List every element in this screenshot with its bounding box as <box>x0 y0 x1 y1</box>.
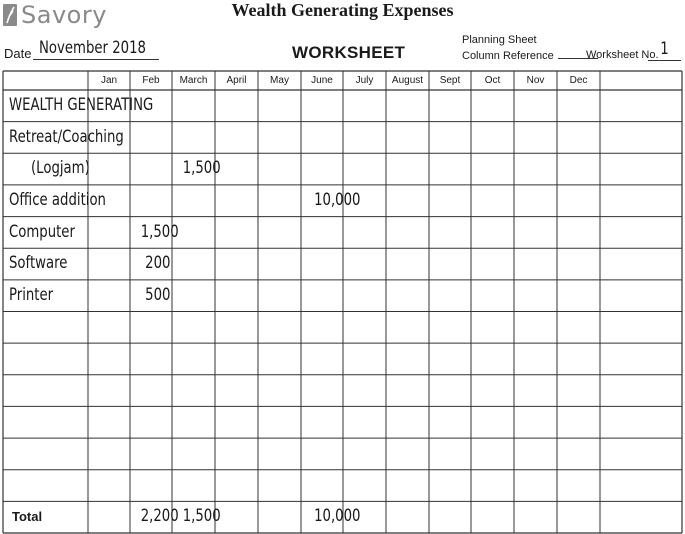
row-label-cell[interactable] <box>9 217 94 249</box>
month-header-nov: Nov <box>526 75 545 86</box>
table-cell[interactable] <box>130 248 170 280</box>
month-header-oct: Oct <box>484 75 501 86</box>
row-label-cell[interactable] <box>9 185 133 217</box>
row-label-cell[interactable] <box>9 122 156 154</box>
row-label-cell[interactable] <box>9 280 66 312</box>
row-label: (Logjam) <box>31 158 90 179</box>
month-header-sept: Sept <box>439 75 461 86</box>
total-value: 10,000 <box>314 506 361 527</box>
planning-sheet-label: Planning Sheet <box>462 34 537 46</box>
row-label-cell[interactable] <box>9 248 84 280</box>
month-header-dec: Dec <box>569 75 588 86</box>
month-header-april: April <box>226 75 247 86</box>
row-label: Retreat/Coaching <box>9 126 124 147</box>
total-cell[interactable] <box>130 501 179 533</box>
table-cell[interactable] <box>130 280 170 312</box>
cell-value: 500 <box>144 284 170 305</box>
month-header-june: June <box>311 75 333 86</box>
table-cell[interactable] <box>172 153 221 185</box>
worksheet-no-label: Worksheet No. <box>586 49 659 61</box>
row-label: Software <box>9 253 68 274</box>
cell-value: 200 <box>144 253 170 274</box>
month-header-march: March <box>179 75 208 86</box>
date-label: Date <box>4 46 32 61</box>
total-label: Total <box>12 509 43 525</box>
row-label: Computer <box>9 221 75 242</box>
table-cell[interactable] <box>301 185 361 217</box>
cell-value: 1,500 <box>140 221 179 242</box>
row-label: Printer <box>9 284 54 305</box>
row-label: WEALTH GENERATING <box>9 95 154 115</box>
total-value: 1,500 <box>182 506 221 527</box>
row-label: Office addition <box>9 189 106 210</box>
row-label-cell[interactable] <box>9 90 194 122</box>
worksheet-no-value: 1 <box>660 39 669 59</box>
total-value: 2,200 <box>140 506 179 527</box>
total-cell[interactable] <box>301 501 361 533</box>
cell-value: 1,500 <box>182 158 221 179</box>
page-title: Wealth Generating Expenses <box>231 0 454 20</box>
month-header-july: July <box>355 75 374 86</box>
date-value: November 2018 <box>39 38 146 58</box>
cell-value: 10,000 <box>314 189 361 210</box>
row-label-cell[interactable] <box>31 153 106 185</box>
month-header-jan: Jan <box>100 75 118 86</box>
month-header-may: May <box>270 75 289 86</box>
table-cell[interactable] <box>130 217 179 249</box>
total-cell[interactable] <box>172 501 221 533</box>
month-header-feb: Feb <box>142 75 160 86</box>
worksheet-heading: WORKSHEET <box>292 43 406 62</box>
month-header-august: August <box>391 75 424 86</box>
logo-text: Savory <box>21 1 107 29</box>
column-reference-label: Column Reference <box>462 50 554 62</box>
